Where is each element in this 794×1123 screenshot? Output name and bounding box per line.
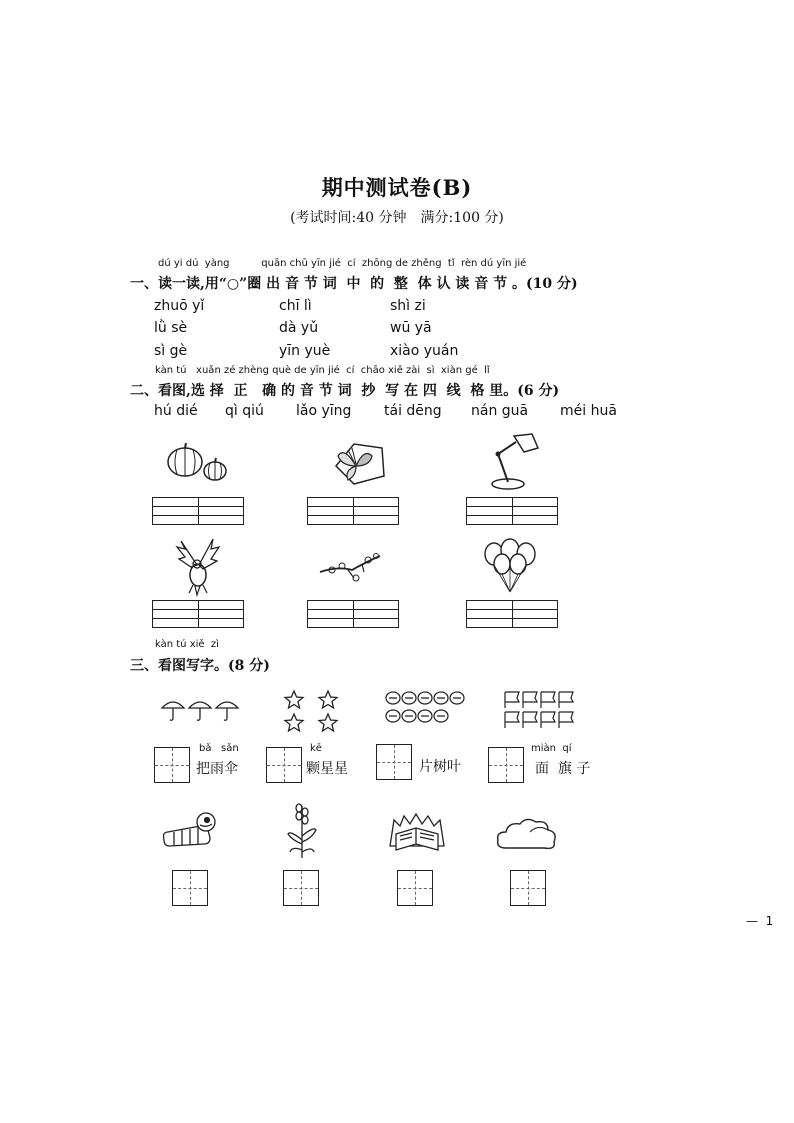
- butterfly-icon: [326, 436, 388, 488]
- word-option: lǎo yīng: [296, 403, 352, 419]
- phrase-pinyin: bǎ sǎn: [199, 743, 239, 754]
- writing-box[interactable]: [307, 600, 399, 628]
- eagle-icon: [173, 537, 221, 597]
- character-grid[interactable]: [283, 870, 319, 906]
- stars-icon: [284, 690, 342, 734]
- word-option: qì qiú: [225, 403, 264, 419]
- writing-box[interactable]: [152, 497, 244, 525]
- measure-phrase: 片树叶: [419, 759, 461, 775]
- character-grid[interactable]: [154, 747, 190, 783]
- word-option: nán guā: [471, 403, 529, 419]
- section1-heading: 一、读一读,用“○”圈 出 音 节 词 中 的 整 体 认 读 音 节 。(10 分): [130, 276, 578, 292]
- writing-box[interactable]: [307, 497, 399, 525]
- pumpkin-icon: [165, 440, 235, 485]
- section2-heading: 二、看图,选 择 正 确 的 音 节 词 抄 写 在 四 线 格 里。(6 分): [130, 383, 560, 399]
- character-grid[interactable]: [266, 747, 302, 783]
- character-grid[interactable]: [488, 747, 524, 783]
- syllable-word[interactable]: dà yǔ: [279, 320, 319, 336]
- phrase-pinyin: kē: [310, 743, 322, 754]
- balloons-icon: [482, 540, 542, 600]
- measure-phrase: 面 旗 子: [535, 761, 591, 777]
- syllable-word[interactable]: zhuō yǐ: [154, 298, 205, 314]
- flags-icon: [503, 690, 579, 730]
- section1-pinyin: dú yi dú yàng quān chū yīn jié cí zhōng de zhěng tǐ rèn dú yīn jié: [158, 258, 527, 269]
- book-icon: [386, 810, 448, 854]
- syllable-word[interactable]: lǜ sè: [154, 320, 188, 336]
- measure-phrase: 颗星星: [306, 761, 348, 777]
- writing-box[interactable]: [466, 497, 558, 525]
- leaves-icon: [384, 690, 466, 726]
- exam-info: (考试时间:40 分钟 满分:100 分): [290, 210, 504, 226]
- word-option: méi huā: [560, 403, 617, 419]
- syllable-word[interactable]: chī lì: [279, 298, 312, 314]
- measure-phrase: 把雨伞: [196, 761, 238, 777]
- syllable-word[interactable]: shì zi: [390, 298, 426, 314]
- section2-pinyin: kàn tú xuǎn zé zhèng què de yīn jié cí chāo xiě zài sì xiàn gé lǐ: [155, 365, 490, 376]
- phrase-pinyin: miàn qí: [531, 743, 572, 754]
- section3-heading: 三、看图写字。(8 分): [130, 658, 270, 674]
- caterpillar-icon: [160, 810, 218, 850]
- word-option: tái dēng: [384, 403, 442, 419]
- character-grid[interactable]: [397, 870, 433, 906]
- wheat-icon: [282, 800, 322, 860]
- cloud-icon: [494, 814, 560, 854]
- character-grid[interactable]: [510, 870, 546, 906]
- umbrellas-icon: [160, 698, 242, 722]
- syllable-word[interactable]: wū yā: [390, 320, 432, 336]
- syllable-word[interactable]: sì gè: [154, 343, 188, 359]
- writing-box[interactable]: [466, 600, 558, 628]
- desk-lamp-icon: [488, 432, 544, 490]
- character-grid[interactable]: [172, 870, 208, 906]
- plum-blossom-icon: [318, 552, 384, 582]
- syllable-word[interactable]: xiào yuán: [390, 343, 459, 359]
- word-option: hú dié: [154, 403, 198, 419]
- page-number: — 1: [746, 914, 774, 928]
- syllable-word[interactable]: yīn yuè: [279, 343, 331, 359]
- page-title: 期中测试卷(B): [321, 175, 473, 200]
- section3-pinyin: kàn tú xiě zì: [155, 639, 219, 650]
- writing-box[interactable]: [152, 600, 244, 628]
- character-grid[interactable]: [376, 744, 412, 780]
